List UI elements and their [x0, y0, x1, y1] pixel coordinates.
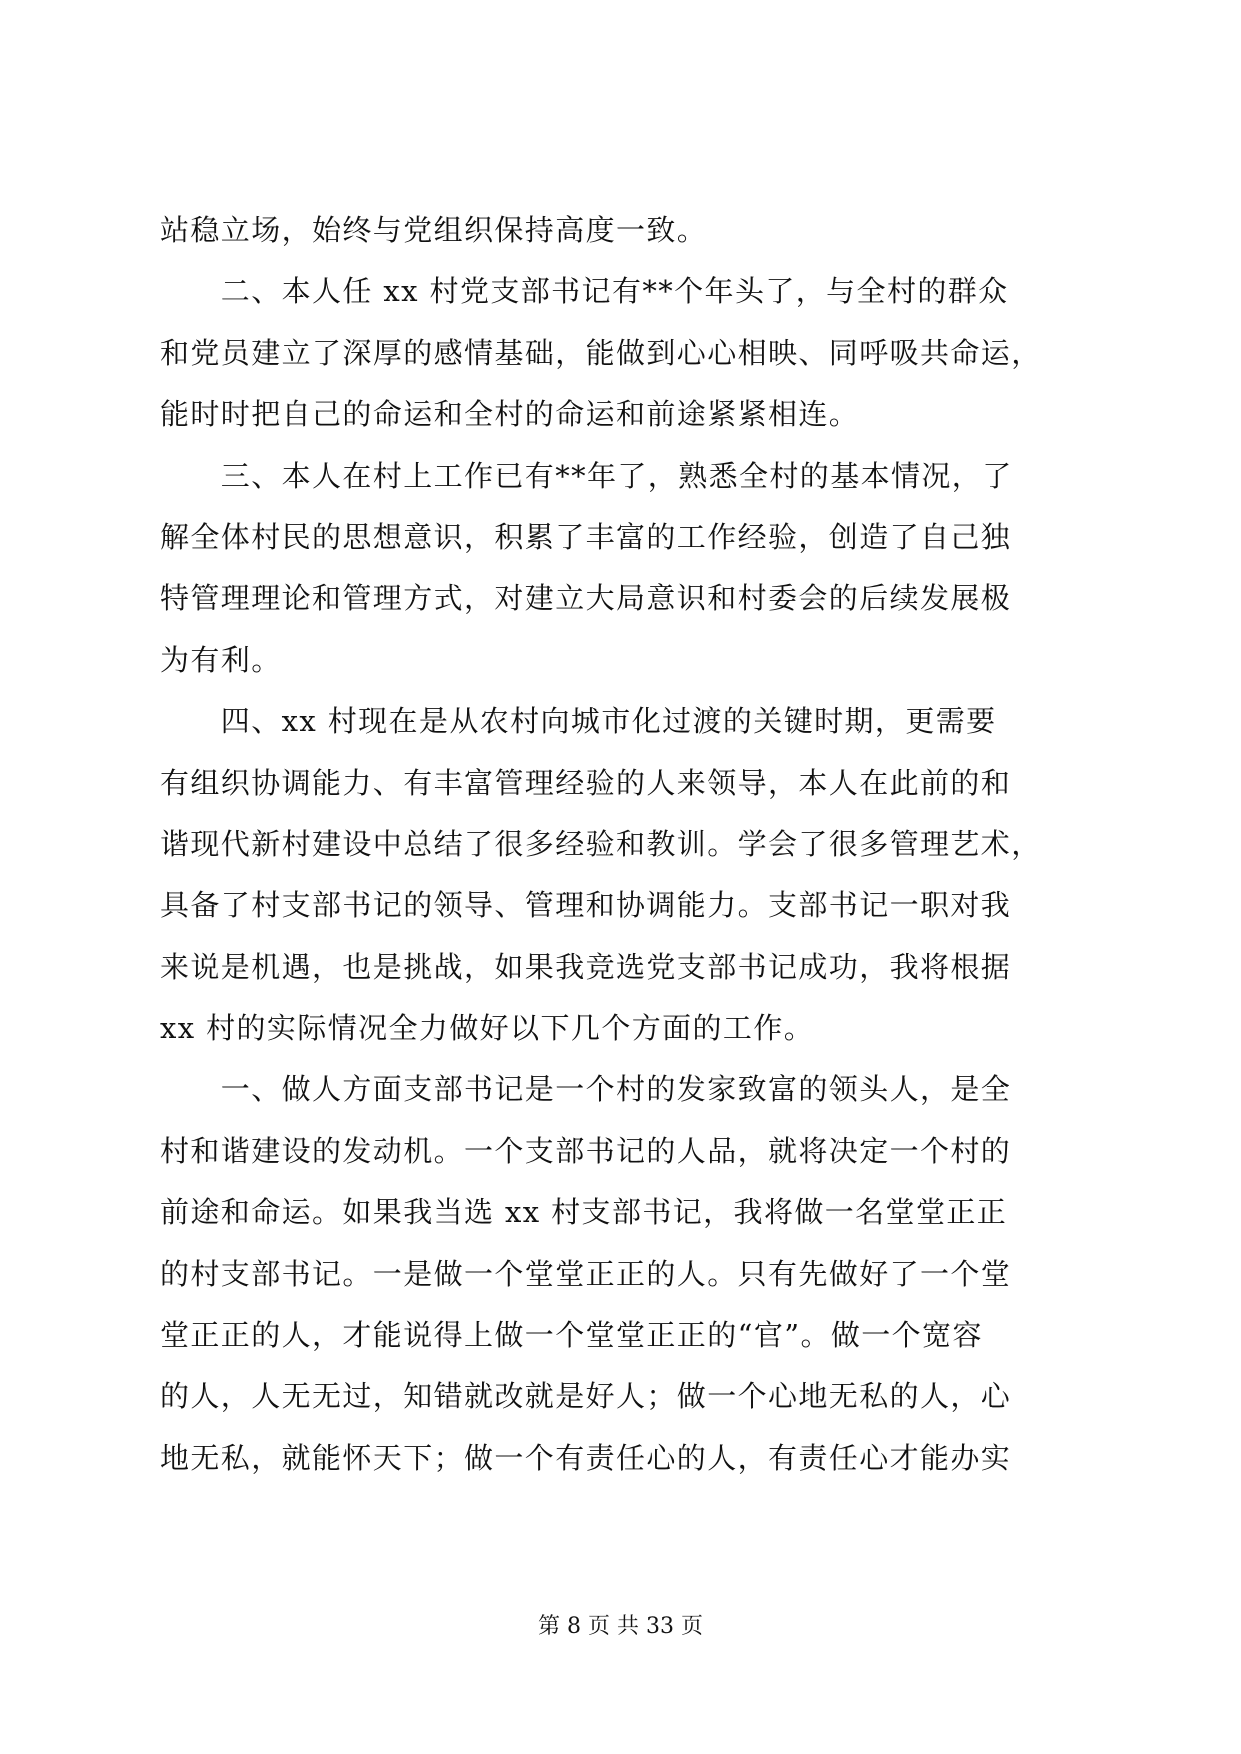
- text-line: 为有利。: [160, 642, 282, 677]
- text-line: 前途和命运。如果我当选 xx 村支部书记，我将做一名堂堂正正: [160, 1195, 1008, 1230]
- text-line: 谐现代新村建设中总结了很多经验和教训。学会了很多管理艺术，: [160, 826, 1042, 861]
- text-line: 特管理理论和管理方式，对建立大局意识和村委会的后续发展极: [160, 581, 1012, 616]
- text-line: 有组织协调能力、有丰富管理经验的人来领导，本人在此前的和: [160, 765, 1012, 800]
- text-line: xx 村的实际情况全力做好以下几个方面的工作。: [160, 1011, 815, 1046]
- text-line: 的人，人无无过，知错就改就是好人；做一个心地无私的人，心: [160, 1379, 1012, 1414]
- text-line: 二、本人任 xx 村党支部书记有**个年头了，与全村的群众: [160, 274, 1009, 309]
- text-line: 具备了村支部书记的领导、管理和协调能力。支部书记一职对我: [160, 888, 1012, 923]
- page-footer: 第 8 页 共 33 页: [538, 1614, 703, 1639]
- text-line: 一、做人方面支部书记是一个村的发家致富的领头人，是全: [160, 1072, 1012, 1107]
- body-text: [160, 200, 1090, 1489]
- text-line: 来说是机遇，也是挑战，如果我竞选党支部书记成功，我将根据: [160, 949, 1012, 984]
- text-line: 四、xx 村现在是从农村向城市化过渡的关键时期，更需要: [160, 704, 997, 739]
- text-line: 三、本人在村上工作已有**年了，熟悉全村的基本情况，了: [160, 458, 1013, 493]
- text-line: 的村支部书记。一是做一个堂堂正正的人。只有先做好了一个堂: [160, 1256, 1012, 1291]
- text-line: 堂正正的人，才能说得上做一个堂堂正正的“官”。做一个宽容: [160, 1318, 983, 1353]
- text-line: 站稳立场，始终与党组织保持高度一致。: [160, 213, 708, 247]
- text-line: 和党员建立了深厚的感情基础，能做到心心相映、同呼吸共命运，: [160, 335, 1042, 370]
- text-line: 村和谐建设的发动机。一个支部书记的人品，就将决定一个村的: [160, 1133, 1012, 1168]
- text-line: 解全体村民的思想意识，积累了丰富的工作经验，创造了自己独: [160, 519, 1012, 554]
- text-line: 地无私，就能怀天下；做一个有责任心的人，有责任心才能办实: [160, 1440, 1012, 1475]
- text-line: 能时时把自己的命运和全村的命运和前途紧紧相连。: [160, 397, 860, 432]
